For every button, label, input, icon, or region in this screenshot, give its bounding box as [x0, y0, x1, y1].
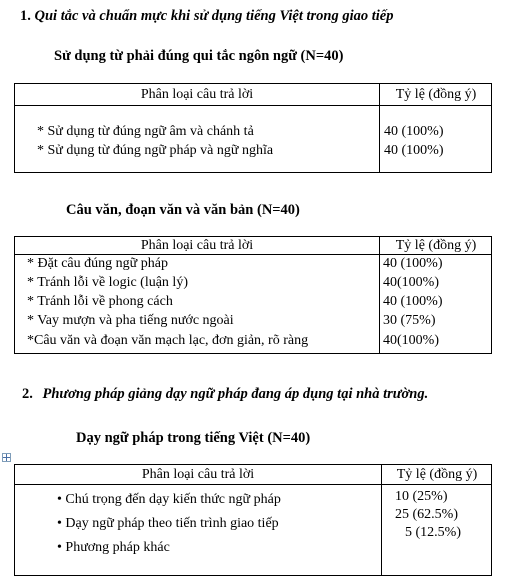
table-3-header-divider — [15, 484, 491, 485]
table-3-header-rate: Tỷ lệ (đồng ý) — [396, 467, 478, 482]
table-1-header-rate: Tỷ lệ (đồng ý) — [395, 87, 477, 102]
table-2-row-4-value: 30 (75%) — [383, 313, 436, 328]
table-1 — [14, 83, 492, 173]
table-2-row-4-label: * Vay mượn và pha tiếng nước ngoài — [27, 313, 234, 328]
section-2-title — [22, 386, 428, 403]
section-1-text: Qui tắc và chuẩn mực khi sử dụng tiếng Việt trong giao tiếp — [34, 8, 394, 24]
table-3-row-3-value: 5 (12.5%) — [405, 525, 461, 540]
table-2-header-rate: Tỷ lệ (đồng ý) — [395, 238, 477, 253]
table-2-row-2-value: 40(100%) — [383, 275, 439, 290]
table-2-row-5-value: 40(100%) — [383, 333, 439, 348]
table-2-row-2-label: * Tránh lỗi về logic (luận lý) — [27, 275, 188, 290]
table-2-row-5-label: *Câu văn và đoạn văn mạch lạc, đơn giản, rõ ràng — [27, 333, 309, 348]
table-2-caption: Câu văn, đoạn văn và văn bản (N=40) — [66, 202, 300, 218]
table-3-row-1-label: • Chú trọng đến dạy kiến thức ngữ pháp — [57, 492, 281, 507]
section-1-number: 1. — [20, 8, 31, 24]
table-2-row-3-label: * Tránh lỗi về phong cách — [27, 294, 173, 309]
table-2-row-1-label: * Đặt câu đúng ngữ pháp — [27, 256, 168, 271]
table-2-row-1-value: 40 (100%) — [383, 256, 443, 271]
table-1-caption: Sử dụng từ phải đúng qui tắc ngôn ngữ (N=40) — [54, 48, 344, 64]
table-1-header-category: Phân loại câu trả lời — [140, 87, 254, 102]
section-2-number: 2. — [22, 386, 33, 402]
table-move-handle-icon[interactable] — [2, 453, 11, 462]
table-3-row-3-label: • Phương pháp khác — [57, 540, 170, 555]
table-2-row-3-value: 40 (100%) — [383, 294, 443, 309]
table-3-row-1-value: 10 (25%) — [395, 489, 448, 504]
table-3-row-2-value: 25 (62.5%) — [395, 507, 458, 522]
table-3-caption: Dạy ngữ pháp trong tiếng Việt (N=40) — [76, 430, 311, 446]
table-3 — [14, 464, 492, 576]
table-1-row-2-value: 40 (100%) — [384, 143, 444, 158]
section-1-title — [20, 8, 393, 25]
table-3-row-2-label: • Dạy ngữ pháp theo tiến trình giao tiếp — [57, 516, 279, 531]
table-1-header-divider — [15, 105, 491, 106]
table-1-row-1-label: * Sử dụng từ đúng ngữ âm và chánh tả — [37, 124, 254, 139]
table-1-row-1-value: 40 (100%) — [384, 124, 444, 139]
table-2-header-category: Phân loại câu trả lời — [140, 238, 254, 253]
section-2-text: Phương pháp giảng dạy ngữ pháp đang áp dụng tại nhà trường. — [42, 386, 429, 402]
table-3-header-category: Phân loại câu trả lời — [141, 467, 255, 482]
table-2 — [14, 236, 492, 354]
table-1-row-2-label: * Sử dụng từ đúng ngữ pháp và ngữ nghĩa — [37, 143, 274, 158]
